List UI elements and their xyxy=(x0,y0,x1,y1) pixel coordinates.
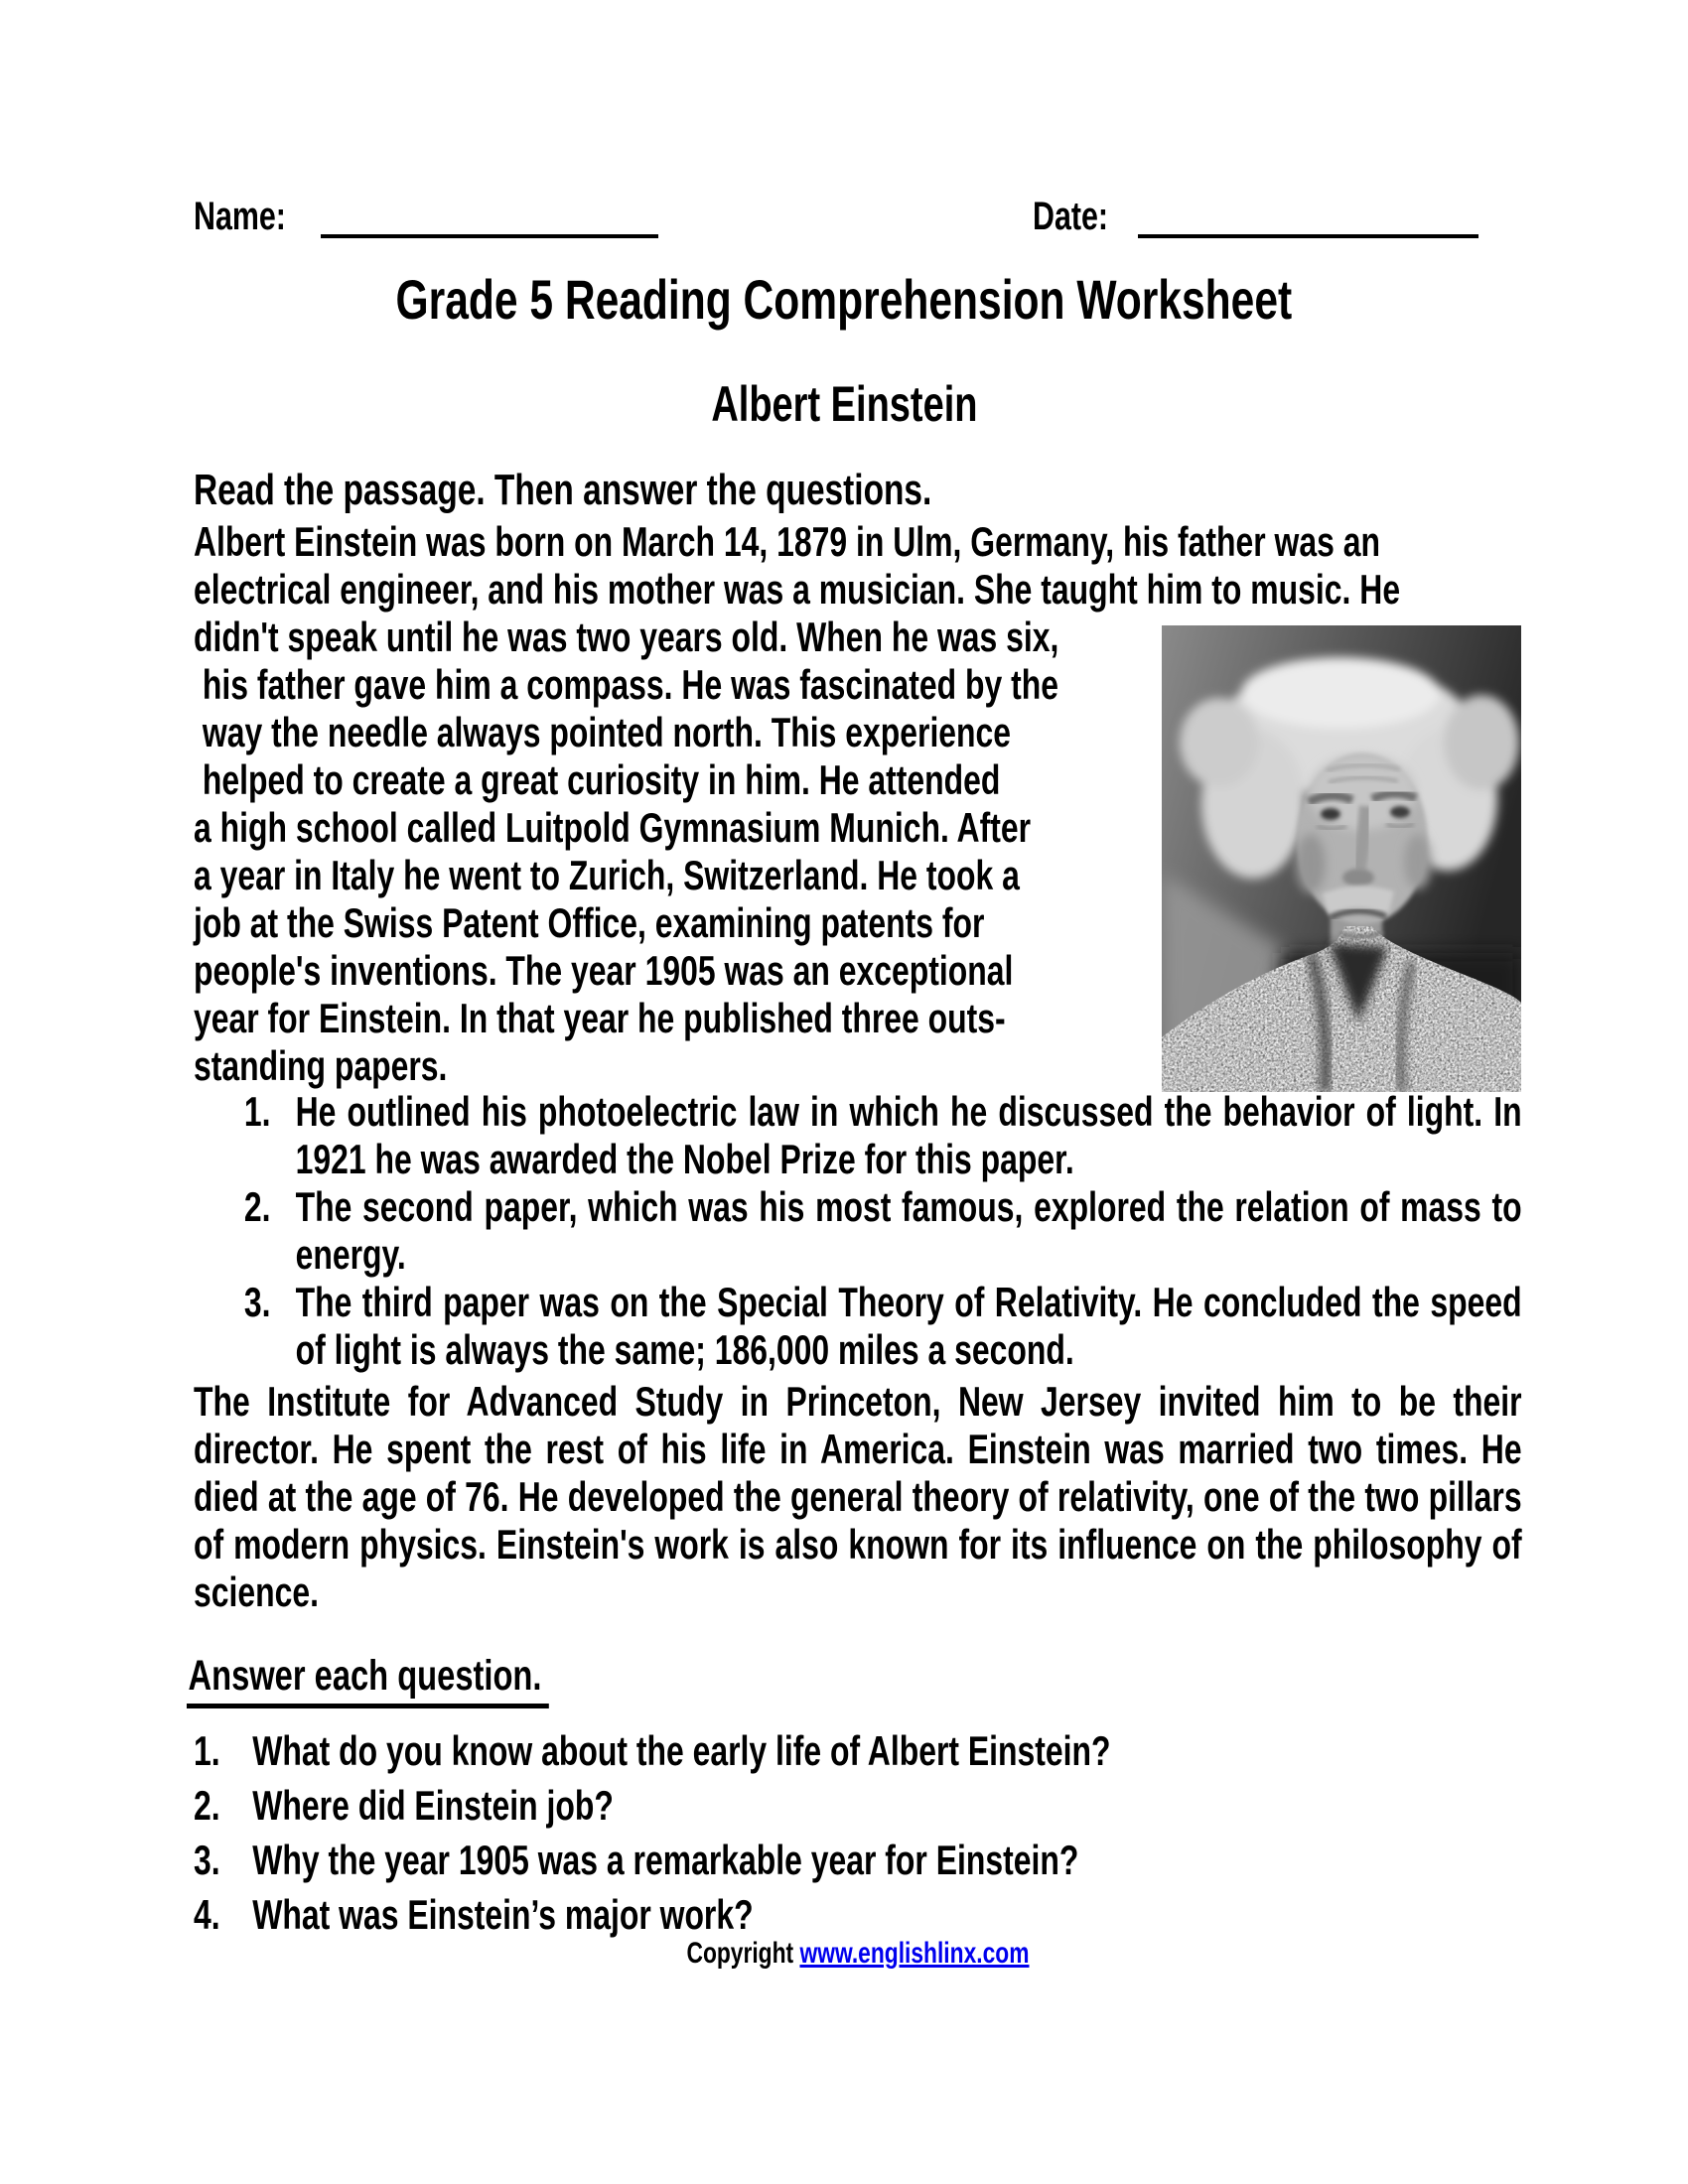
copyright-text: Copyright xyxy=(685,1937,799,1970)
question-text: What was Einstein’s major work? xyxy=(252,1891,754,1938)
passage-line: a year in Italy he went to Zurich, Switzerland. He took a xyxy=(194,852,1020,898)
passage-line: year for Einstein. In that year he published three outs- xyxy=(194,995,1006,1041)
page-subtitle: Albert Einstein xyxy=(710,376,978,432)
question-text: Why the year 1905 was a remarkable year for Einstein? xyxy=(252,1837,1079,1883)
question-item xyxy=(194,1723,1400,1778)
point-text: The third paper was on the Special Theory of Relativity. He concluded the speed of light is always the same; 186,000 miles a second. xyxy=(295,1279,1522,1373)
point-number: 2. xyxy=(243,1183,271,1230)
question-number: 1. xyxy=(194,1727,220,1774)
numbered-point-item xyxy=(194,1088,1522,1183)
name-label: Name: xyxy=(194,195,286,238)
einstein-portrait-photo xyxy=(1162,625,1521,1092)
passage-line: his father gave him a compass. He was fascinated by the xyxy=(194,661,1059,708)
numbered-point-item xyxy=(194,1183,1522,1279)
date-label: Date: xyxy=(1033,195,1109,238)
question-item xyxy=(194,1778,1400,1833)
question-text: What do you know about the early life of Albert Einstein? xyxy=(252,1727,1111,1774)
passage-line: didn't speak until he was two years old. When he was six, xyxy=(194,614,1059,660)
name-blank-line xyxy=(321,197,658,238)
question-number: 4. xyxy=(194,1891,220,1938)
passage-line: way the needle always pointed north. This experience xyxy=(194,709,1012,755)
passage-line: job at the Swiss Patent Office, examining patents for xyxy=(194,899,985,946)
passage-line: a high school called Luitpold Gymnasium Munich. After xyxy=(194,804,1032,851)
passage-line: Albert Einstein was born on March 14, 1879 in Ulm, Germany, his father was an xyxy=(194,518,1380,565)
numbered-points xyxy=(194,1088,1522,1374)
einstein-portrait-graphic xyxy=(1162,625,1521,1092)
name-field xyxy=(194,195,658,238)
point-number: 1. xyxy=(243,1088,271,1135)
question-text: Where did Einstein job? xyxy=(252,1782,614,1829)
copyright-line xyxy=(194,1936,1521,1972)
passage-instruction: Read the passage. Then answer the questions. xyxy=(194,466,932,514)
passage-line: electrical engineer, and his mother was a musician. She taught him to music. He xyxy=(194,566,1401,613)
point-number: 3. xyxy=(243,1279,271,1325)
passage-line: standing papers. xyxy=(194,1042,448,1089)
closing-paragraph: The Institute for Advanced Study in Princeton, New Jersey invited him to be their director. He spent the rest of his life in America. Einstein was married two times. He died at the age of 76. He developed the general theory of relativity, one of the two pillars of modern physics. Einstein's work is also known for its influence on the philosophy of science. xyxy=(194,1378,1522,1615)
question-number: 3. xyxy=(194,1837,220,1883)
passage-line: people's inventions. The year 1905 was an exceptional xyxy=(194,947,1014,994)
answer-section-heading: Answer each question. xyxy=(187,1652,663,1708)
page-title: Grade 5 Reading Comprehension Worksheet xyxy=(395,268,1293,331)
question-number: 2. xyxy=(194,1782,220,1829)
englishlinx-link[interactable]: www.englishlinx.com xyxy=(798,1937,1029,1970)
date-field xyxy=(1033,195,1478,238)
numbered-point-item xyxy=(194,1279,1522,1374)
point-text: The second paper, which was his most famous, explored the relation of mass to energy. xyxy=(295,1183,1522,1278)
question-item xyxy=(194,1833,1400,1887)
date-blank-line xyxy=(1138,197,1478,238)
question-item xyxy=(194,1887,1400,1942)
passage-line: helped to create a great curiosity in him. He attended xyxy=(194,756,1001,803)
point-text: He outlined his photoelectric law in which he discussed the behavior of light. In 1921 he was awarded the Nobel Prize for this paper. xyxy=(295,1088,1522,1182)
questions-list xyxy=(194,1723,1400,1942)
